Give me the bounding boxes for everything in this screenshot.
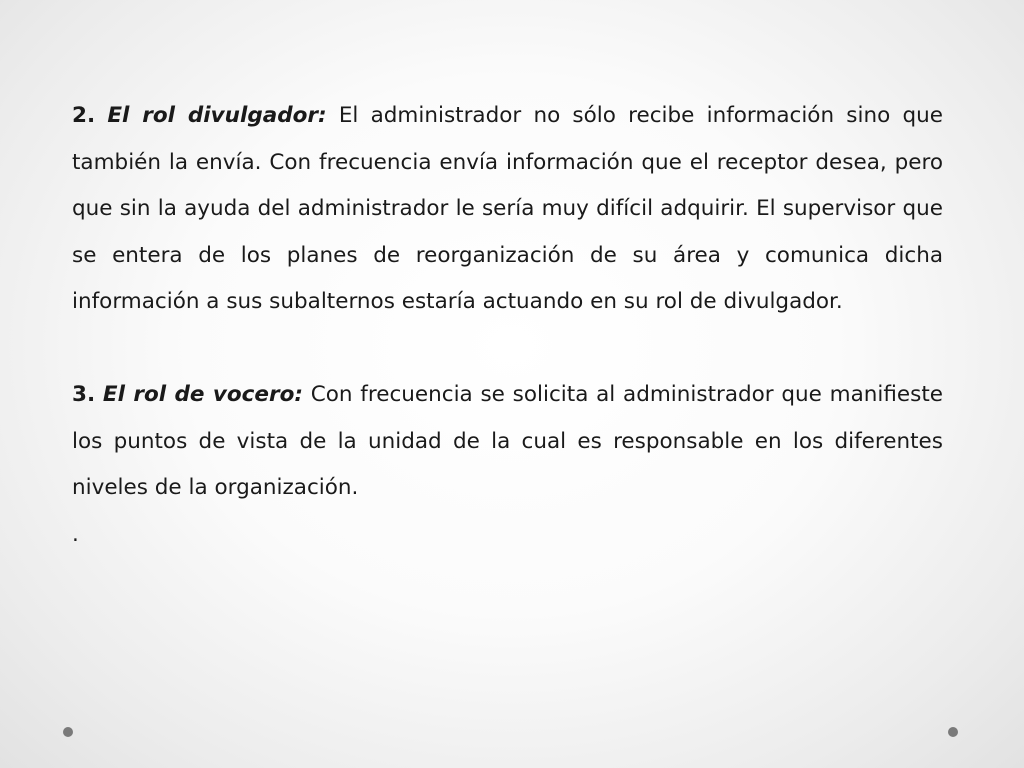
- paragraph-number: 3.: [72, 382, 96, 407]
- slide-content: [72, 93, 943, 558]
- paragraph-text: El administrador no sólo recibe información sino que también la envía. Con frecuencia envía información que el receptor desea, pero que sin la ayuda del administrador le sería muy difícil adquirir. El supervisor que se entera de los planes de reorganización de su área y comunica dicha información a sus subalternos estaría actuando en su rol de divulgador.: [72, 103, 943, 314]
- decorative-dot-right: [948, 727, 958, 737]
- paragraph-text: Con frecuencia se solicita al administrador que manifieste los puntos de vista de la unidad de la cual es responsable en los diferentes niveles de la organización.: [72, 382, 944, 500]
- paragraph-spacer: [72, 326, 943, 373]
- paragraph-vocero: [72, 372, 943, 512]
- paragraph-heading: El rol de vocero:: [102, 382, 303, 407]
- decorative-dot-left: [63, 727, 73, 737]
- paragraph-heading: El rol divulgador:: [107, 103, 327, 128]
- paragraph-divulgador: [72, 93, 943, 326]
- paragraph-number: 2.: [72, 103, 96, 128]
- trailing-period: .: [72, 521, 79, 547]
